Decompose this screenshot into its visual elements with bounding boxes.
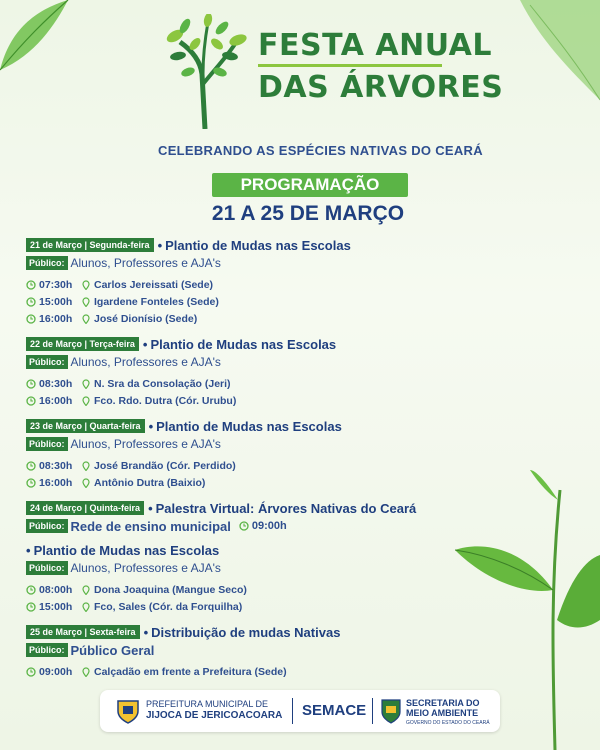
activity-title: • Plantio de Mudas nas Escolas [148, 418, 342, 434]
event-title-line1: FESTA ANUAL [258, 28, 492, 63]
clock-icon [26, 478, 36, 488]
public-text: Público Geral [70, 642, 155, 658]
header [0, 0, 600, 240]
state-crest-icon [380, 698, 402, 724]
location-pin-icon [81, 602, 91, 612]
schedule-item: 15:00h Igardene Fonteles (Sede) [26, 293, 496, 310]
day-tag: 21 de Março | Segunda-feira [26, 238, 154, 252]
public-label: Público: [26, 643, 68, 657]
day-tag: 24 de Março | Quinta-feira [26, 501, 144, 515]
clock-icon [26, 297, 36, 307]
title-divider [258, 64, 442, 67]
program-label: PROGRAMAÇÃO [212, 173, 408, 197]
schedule-item: 16:00h Fco. Rdo. Dutra (Cór. Urubu) [26, 392, 496, 409]
activity-title: • Palestra Virtual: Árvores Nativas do Ceará [148, 500, 417, 516]
public-text: Alunos, Professores e AJA's [70, 256, 221, 270]
day-block [26, 623, 496, 680]
clock-icon [26, 667, 36, 677]
secretaria-name: SECRETARIA DO MEIO AMBIENTE GOVERNO DO ESTADO DO CEARÁ [406, 698, 490, 726]
clock-icon [26, 602, 36, 612]
schedule-item: 15:00h Fco, Sales (Cór. da Forquilha) [26, 598, 496, 615]
schedule-item: 08:30h N. Sra da Consolação (Jeri) [26, 375, 496, 392]
location-pin-icon [81, 478, 91, 488]
public-label: Público: [26, 355, 68, 369]
footer-divider [372, 698, 373, 724]
public-text: Alunos, Professores e AJA's [70, 437, 221, 451]
public-label: Público: [26, 561, 68, 575]
schedule-item: 07:30h Carlos Jereissati (Sede) [26, 276, 496, 293]
activity-title: • Plantio de Mudas nas Escolas [157, 237, 351, 253]
public-text: Alunos, Professores e AJA's [70, 355, 221, 369]
clock-icon [26, 314, 36, 324]
lecture-time: 09:00h [239, 520, 287, 532]
public-label: Público: [26, 256, 68, 270]
clock-icon [26, 379, 36, 389]
schedule-item: 16:00h Antônio Dutra (Baixio) [26, 474, 496, 491]
day-block [26, 499, 496, 615]
clock-icon [239, 521, 249, 531]
location-pin-icon [81, 585, 91, 595]
event-title-line2: DAS ÁRVORES [258, 70, 504, 105]
activity-title: • Plantio de Mudas nas Escolas [142, 336, 337, 352]
footer-divider [292, 698, 293, 724]
prefeitura-name: PREFEITURA MUNICIPAL DE JIJOCA DE JERICOACOARA [146, 699, 283, 721]
semace-logo-text: SEMACE [302, 702, 367, 719]
public-text: Alunos, Professores e AJA's [70, 561, 221, 575]
day-tag: 25 de Março | Sexta-feira [26, 625, 140, 639]
event-dates: 21 A 25 DE MARÇO [211, 202, 405, 225]
schedule-item: 09:00h Calçadão em frente a Prefeitura (Sede) [26, 663, 496, 680]
location-pin-icon [81, 280, 91, 290]
activity-title: • Plantio de Mudas nas Escolas [26, 542, 220, 558]
clock-icon [26, 461, 36, 471]
clock-icon [26, 280, 36, 290]
city-crest-icon [114, 697, 142, 725]
schedule-item: 08:30h José Brandão (Cór. Perdido) [26, 457, 496, 474]
clock-icon [26, 396, 36, 406]
public-text: Rede de ensino municipal [70, 518, 231, 534]
activity-title: • Distribuição de mudas Nativas [143, 624, 341, 640]
location-pin-icon [81, 379, 91, 389]
schedule-item: 16:00h José Dionísio (Sede) [26, 310, 496, 327]
public-label: Público: [26, 519, 68, 533]
location-pin-icon [81, 667, 91, 677]
public-label: Público: [26, 437, 68, 451]
clock-icon [26, 585, 36, 595]
day-tag: 23 de Março | Quarta-feira [26, 419, 145, 433]
location-pin-icon [81, 314, 91, 324]
event-subtitle: CELEBRANDO AS ESPÉCIES NATIVAS DO CEARÁ [158, 143, 483, 158]
schedule [26, 236, 496, 680]
day-block [26, 236, 496, 327]
schedule-item: 08:00h Dona Joaquina (Mangue Seco) [26, 581, 496, 598]
location-pin-icon [81, 461, 91, 471]
day-tag: 22 de Março | Terça-feira [26, 337, 139, 351]
location-pin-icon [81, 297, 91, 307]
sponsor-footer [100, 690, 500, 732]
tree-logo-icon [160, 14, 250, 129]
day-block [26, 417, 496, 491]
day-block [26, 335, 496, 409]
location-pin-icon [81, 396, 91, 406]
